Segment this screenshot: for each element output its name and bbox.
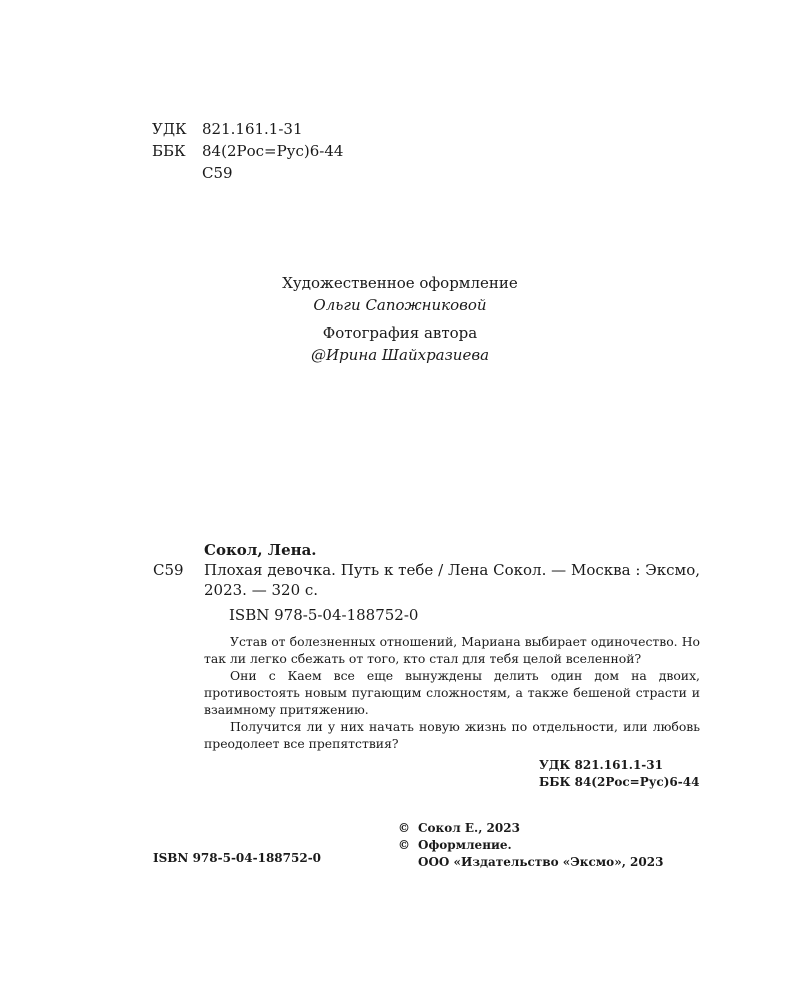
bbk-label: ББК	[152, 142, 186, 160]
design-title: Художественное оформление	[282, 274, 518, 292]
copyright-line: Сокол Е., 2023	[418, 821, 520, 835]
bib-mark: С59	[153, 561, 184, 579]
classification-codes	[152, 118, 343, 184]
isbn-bottom: ISBN 978-5-04-188752-0	[153, 851, 322, 865]
bbk-row	[152, 140, 343, 162]
copyright-symbol: ©	[398, 838, 410, 852]
bbk-value: 84(2Рос=Рус)6-44	[202, 142, 344, 160]
bottom-codes	[539, 757, 699, 791]
design-credit	[0, 272, 800, 316]
udk-row	[152, 118, 343, 140]
bottom-bbk: ББК 84(2Рос=Рус)6-44	[539, 775, 700, 789]
copyright-line: Оформление.	[418, 838, 512, 852]
bib-author: Сокол, Лена.	[204, 541, 317, 559]
bottom-udk: УДК 821.161.1-31	[539, 758, 663, 772]
bib-isbn: ISBN 978-5-04-188752-0	[229, 606, 419, 624]
photo-credit	[0, 322, 800, 366]
design-name: Ольги Сапожниковой	[313, 296, 487, 314]
photo-name: @Ирина Шайхразиева	[310, 346, 490, 364]
annotation-paragraph: Они с Каем все еще вынуждены делить один дом на двоих, противостоять новым пугающим сложностям, а также бешеной страсти и взаимному притяжению.	[204, 668, 700, 717]
copyright-line: ООО «Издательство «Эксмо», 2023	[418, 855, 664, 869]
photo-title: Фотография автора	[322, 324, 478, 342]
copyright-symbol: ©	[398, 821, 410, 835]
annotation	[204, 633, 700, 752]
author-mark: С59	[202, 164, 233, 182]
annotation-paragraph: Получится ли у них начать новую жизнь по отдельности, или любовь преодолеет все препятствия?	[204, 719, 700, 751]
udk-value: 821.161.1-31	[202, 120, 303, 138]
annotation-paragraph: Устав от болезненных отношений, Мариана выбирает одиночество. Но так ли легко сбежать от того, кто стал для тебя целой вселенной?	[204, 634, 700, 666]
copyright-block	[398, 820, 663, 871]
udk-label: УДК	[152, 120, 187, 138]
bib-description: Плохая девочка. Путь к тебе / Лена Сокол. — Москва : Эксмо, 2023. — 320 с.	[204, 561, 700, 599]
author-mark-row	[152, 162, 343, 184]
